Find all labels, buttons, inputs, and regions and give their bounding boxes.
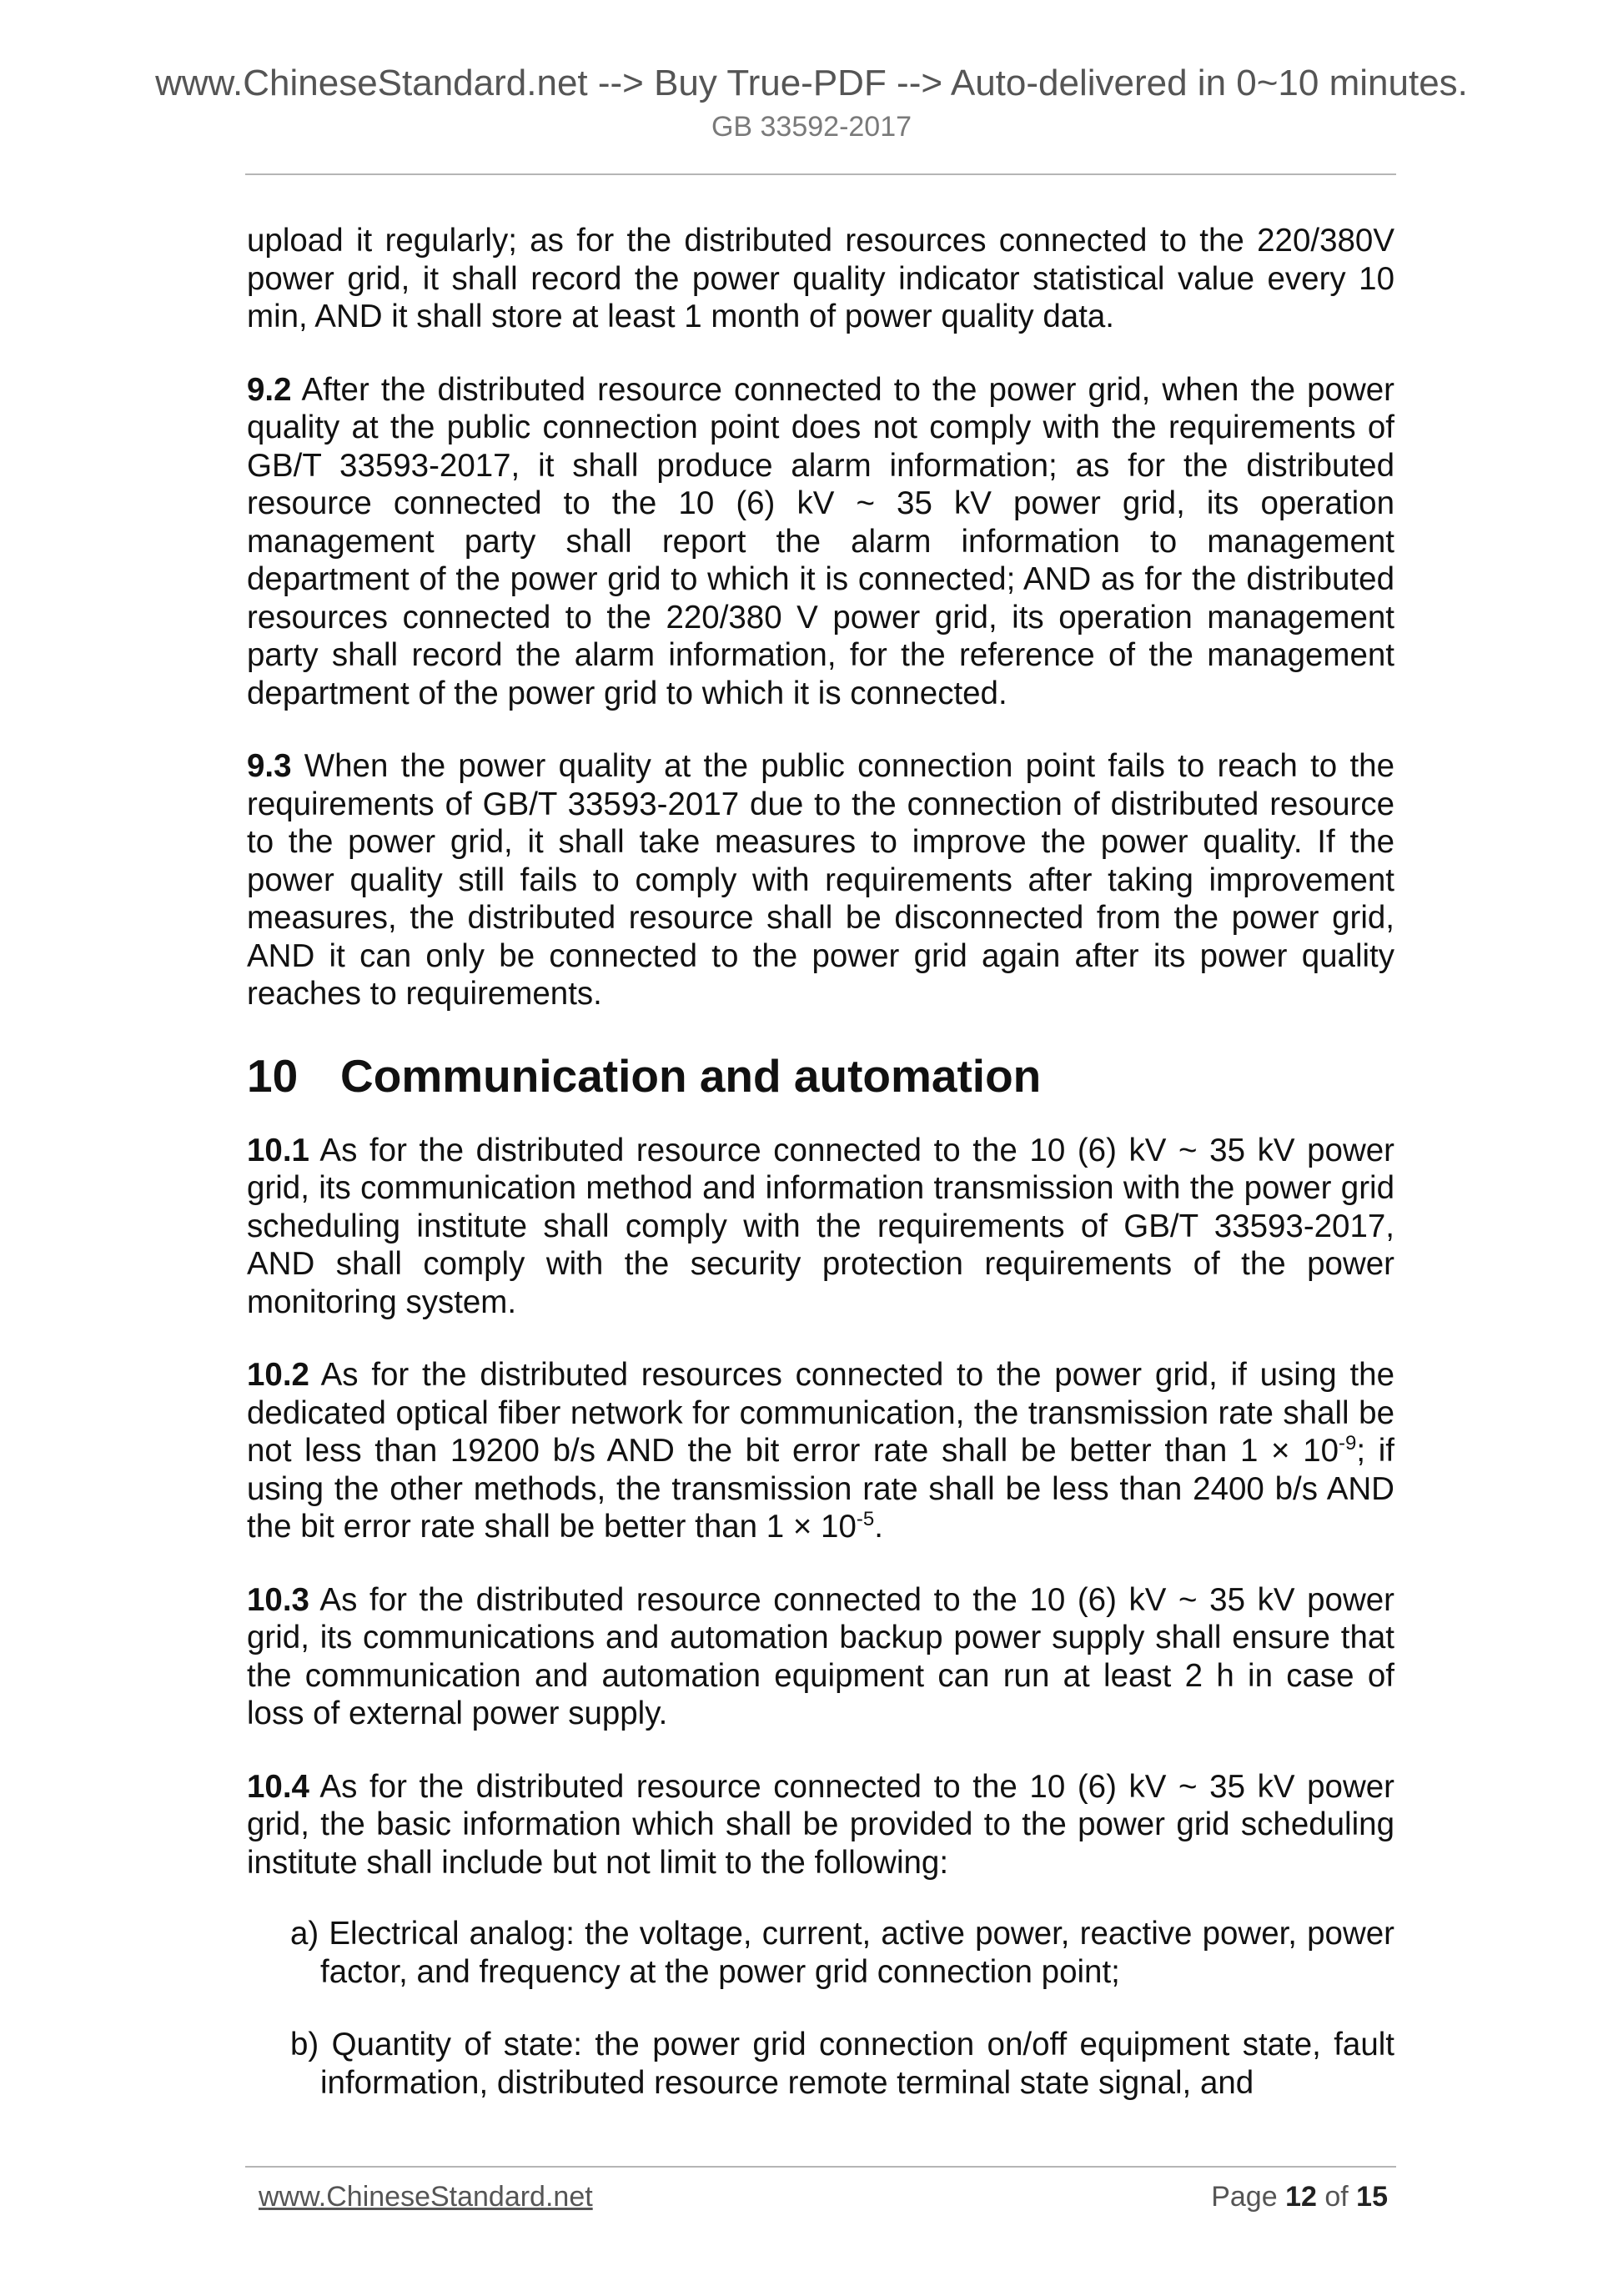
document-body [247,222,1394,2102]
section-title: Communication and automation [340,1049,1042,1102]
clause-10-1 [247,1132,1394,1322]
page-of: of [1324,2181,1349,2213]
clause-10-3 [247,1581,1394,1733]
clause-text: As for the distributed resource connected to the 10 (6) kV ~ 35 kV power grid, its communication method and information transmission with the power grid scheduling institute shall comply with the requirements of GB/T 33593-2017, AND shall comply with the security protection requirements of the power monitoring system. [247,1132,1394,1320]
clause-text: ; if using the other methods, the transmission rate shall be less than 2400 b/s AND the bit error rate shall be better than 1 × 10 [247,1433,1394,1545]
footer-site-link[interactable]: www.ChineseStandard.net [259,2181,593,2213]
clause-9-3 [247,747,1394,1013]
page-total: 15 [1356,2181,1388,2213]
clause-10-2 [247,1356,1394,1546]
page-header [0,60,1623,145]
header-divider [245,173,1396,175]
list-item: b) Quantity of state: the power grid connection on/off equipment state, fault information, distributed resource remote terminal state signal, and [290,2027,1394,2101]
section-heading [247,1048,1394,1103]
exponent: -5 [856,1508,875,1531]
exponent: -9 [1339,1432,1357,1455]
clause-number: 9.2 [247,371,292,408]
clause-text: When the power quality at the public connection point fails to reach to the requirements of GB/T 33593-2017 due to the connection of distributed resource to the power grid, it shall take measures to improve the power quality. If the power quality still fails to comply with requirements after taking improvement measures, the distributed resource shall be disconnected from the power grid, AND it can only be connected to the power grid again after its power quality reaches to requirements. [247,748,1394,1012]
clause-number: 10.2 [247,1357,309,1393]
page-word: Page [1211,2181,1278,2213]
page-current: 12 [1285,2181,1317,2213]
page-number [1211,2178,1388,2215]
clause-10-4 [247,1768,1394,1882]
clause-number: 10.3 [247,1581,309,1618]
section-number: 10 [247,1049,299,1102]
clause-9-2 [247,371,1394,713]
clause-text: As for the distributed resource connected to the 10 (6) kV ~ 35 kV power grid, the basic information which shall be provided to the power grid scheduling institute shall include but not limit to the following: [247,1768,1394,1881]
clause-text: As for the distributed resource connected to the 10 (6) kV ~ 35 kV power grid, its communications and automation backup power supply shall ensure that the communication and automation equipment can run at least 2 h in case of loss of external power supply. [247,1581,1394,1731]
header-standard-id: GB 33592-2017 [711,111,912,143]
clause-number: 10.1 [247,1132,309,1168]
header-banner: www.ChineseStandard.net --> Buy True-PDF --> Auto-delivered in 0~10 minutes. [155,63,1468,103]
clause-number: 10.4 [247,1768,309,1805]
footer-divider [245,2166,1396,2168]
clause-text: . [874,1509,883,1545]
list-item: a) Electrical analog: the voltage, current, active power, reactive power, power factor, and frequency at the power grid connection point; [290,1916,1394,1990]
clause-text: After the distributed resource connected to the power grid, when the power quality at the public connection point does not comply with the requirements of GB/T 33593-2017, it shall produce alarm information; as for the distributed resource connected to the 10 (6) kV ~ 35 kV power grid, its operation management party shall report the alarm information to management department of the power grid to which it is connected; AND as for the distributed resources connected to the 220/380 V power grid, its operation management party shall record the alarm information, for the reference of the management department of the power grid to which it is connected. [247,371,1394,711]
clause-text: As for the distributed resources connected to the power grid, if using the dedicated optical fiber network for communication, the transmission rate shall be not less than 19200 b/s AND the bit error rate shall be better than 1 × 10 [247,1357,1394,1469]
clause-number: 9.3 [247,748,292,784]
paragraph-continued: upload it regularly; as for the distributed resources connected to the 220/380V power grid, it shall record the power quality indicator statistical value every 10 min, AND it shall store at least 1 month of power quality data. [247,223,1394,334]
